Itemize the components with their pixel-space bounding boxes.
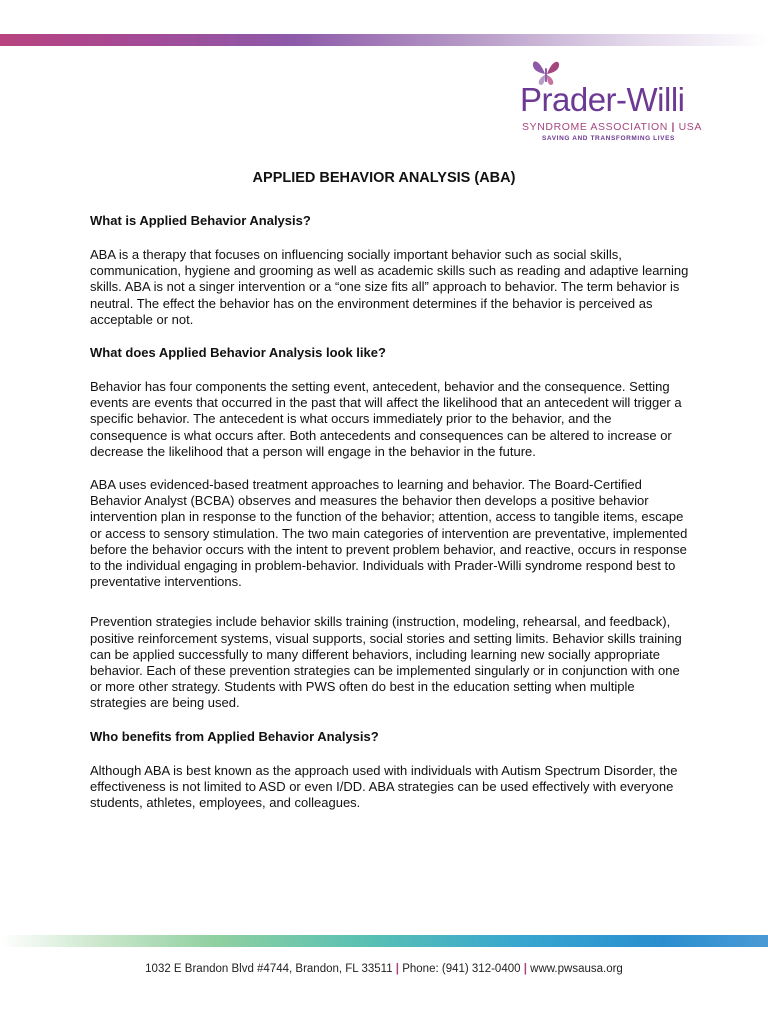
- paragraph-treatment-approaches: ABA uses evidenced-based treatment approaches to learning and behavior. The Board-Certified Behavior Analyst (BCBA) observes and measures the behavior then develops a positive behavior intervention plan in response to the function of the behavior; attention, access to tangible items, escape or access to sensory stimulation. The two main categories of intervention are preventative, implemented before the behavior occurs with the intent to prevent problem behavior, and reactive, occurs in response to the individual engaging in problem-behavior. Individuals with Prader-Willi syndrome respond best to preventative interventions.: [90, 477, 688, 590]
- document-body: [90, 213, 690, 828]
- paragraph-what-is: ABA is a therapy that focuses on influencing socially important behavior such as social skills, communication, hygiene and grooming as well as academic skills such as reading and adaptive learning skills. ABA is not a singer intervention or a “one size fits all” approach to behavior. The term behavior is neutral. The effect the behavior has on the environment determines if the behavior is perceived as acceptable or not.: [90, 247, 689, 327]
- logo-association-left: SYNDROME ASSOCIATION: [522, 121, 668, 133]
- paragraph-prevention-strategies: Prevention strategies include behavior skills training (instruction, modeling, rehearsal, and feedback), positive reinforcement systems, visual supports, social stories and setting limits. Behavior skills training can be applied successfully to many different behaviors, including learning new socially appropriate behavior. Each of these prevention strategies can be implemented singularly or in conjunction with one or more other strategy. Students with PWS often do best in the education setting when multiple strategies are being used.: [90, 614, 682, 711]
- logo-association-right: USA: [678, 121, 702, 133]
- section-heading-look-like: What does Applied Behavior Analysis look like?: [90, 345, 386, 361]
- section-heading-what-is: What is Applied Behavior Analysis?: [90, 213, 311, 228]
- header-gradient-bar: [0, 34, 768, 46]
- footer-separator: |: [523, 963, 527, 975]
- footer-phone: Phone: (941) 312-0400: [402, 963, 521, 975]
- logo-association: [522, 121, 702, 133]
- document-title: APPLIED BEHAVIOR ANALYSIS (ABA): [252, 170, 516, 186]
- section-heading-who-benefits: Who benefits from Applied Behavior Analysis?: [90, 728, 379, 744]
- footer-gradient-bar: [0, 935, 768, 947]
- footer-contact: [0, 963, 768, 975]
- footer-website-link[interactable]: www.pwsausa.org: [530, 963, 623, 975]
- footer-separator: |: [395, 963, 400, 975]
- logo-tagline: SAVING AND TRANSFORMING LIVES: [542, 135, 675, 142]
- logo-wordmark: Prader-Willi: [520, 81, 685, 118]
- paragraph-components: Behavior has four components the setting event, antecedent, behavior and the consequence. Setting events are events that occurred in the past that will affect the likelihood that an antecedent will trigger a specific behavior. The antecedent is what occurs immediately prior to the behavior, and the consequence is what occurs after. Both antecedents and consequences can be altered to increase or decrease the likelihood that a person will engage in the behavior in the future.: [90, 379, 682, 459]
- footer-address: 1032 E Brandon Blvd #4744, Brandon, FL 33511: [145, 963, 393, 975]
- paragraph-who-benefits: Although ABA is best known as the approach used with individuals with Autism Spectrum Disorder, the effectiveness is not limited to ASD or even I/DD. ABA strategies can be used effectively with everyone students, athletes, employees, and colleagues.: [90, 762, 678, 811]
- pwsa-logo: [518, 58, 702, 148]
- logo-association-separator: |: [671, 121, 676, 133]
